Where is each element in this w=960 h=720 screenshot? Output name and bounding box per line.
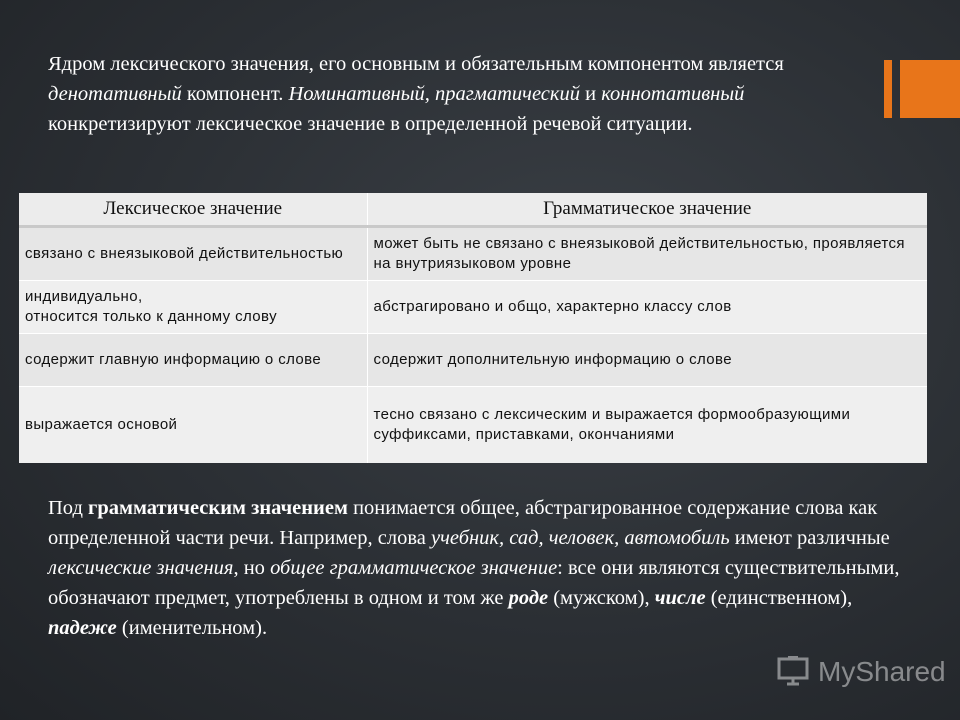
definition-term: роде <box>508 587 549 609</box>
definition-text: имеют различные <box>729 527 890 549</box>
comparison-table <box>19 193 927 463</box>
table-row <box>19 387 927 464</box>
intro-emphasis: Номинативный, прагматический <box>288 83 580 105</box>
definition-emphasis: учебник, сад, человек, автомобиль <box>430 527 730 549</box>
definition-emphasis: общее грамматическое значение <box>270 557 558 579</box>
accent-bar-thick <box>900 60 960 118</box>
intro-text: компонент. <box>181 83 289 105</box>
definition-emphasis: лексические значения <box>48 557 234 579</box>
definition-text: Под <box>48 497 89 519</box>
watermark-text: MyShared <box>818 656 946 687</box>
definition-text: : все они являются существительными, обозначают предмет, употреблены в одном и том же <box>48 557 900 609</box>
header-lexical: Лексическое значение <box>19 193 367 227</box>
table-header-row <box>19 193 927 227</box>
table-cell: индивидуально, относится только к данному слову <box>19 281 367 334</box>
table-row <box>19 334 927 387</box>
table-cell: связано с внеязыковой действительностью <box>19 227 367 281</box>
table-cell: абстрагировано и общо, характерно классу слов <box>367 281 927 334</box>
definition-term: числе <box>654 587 706 609</box>
header-grammatical: Грамматическое значение <box>367 193 927 227</box>
definition-term: падеже <box>48 617 117 639</box>
definition-text: (именительном). <box>116 617 268 639</box>
definition-text: понимается общее, абстрагированное содержание слова как определенной части речи. Например, слова <box>48 497 878 549</box>
intro-emphasis: коннотативный <box>601 83 745 105</box>
definition-text: (мужском), <box>548 587 655 609</box>
table-row <box>19 281 927 334</box>
definition-paragraph <box>48 493 908 643</box>
table-cell: тесно связано с лексическим и выражается формообразующими суффиксами, приставками, окончаниями <box>367 387 927 464</box>
table-row <box>19 227 927 281</box>
intro-paragraph <box>48 49 888 139</box>
definition-text: (единственном), <box>705 587 853 609</box>
presentation-board-icon <box>776 653 810 692</box>
intro-text: Ядром лексического значения, его основным и обязательным компонентом является <box>48 53 784 75</box>
table-cell: выражается основой <box>19 387 367 464</box>
watermark <box>776 652 946 692</box>
table-cell: может быть не связано с внеязыковой действительностью, проявляется на внутриязыковом уровне <box>367 227 927 281</box>
definition-text: , но <box>233 557 271 579</box>
table-cell: содержит дополнительную информацию о слове <box>367 334 927 387</box>
intro-text: и <box>579 83 602 105</box>
definition-term: грамматическим значением <box>88 497 348 519</box>
table-cell: содержит главную информацию о слове <box>19 334 367 387</box>
intro-text: конкретизируют лексическое значение в определенной речевой ситуации. <box>48 113 693 135</box>
intro-emphasis: денотативный <box>48 83 182 105</box>
